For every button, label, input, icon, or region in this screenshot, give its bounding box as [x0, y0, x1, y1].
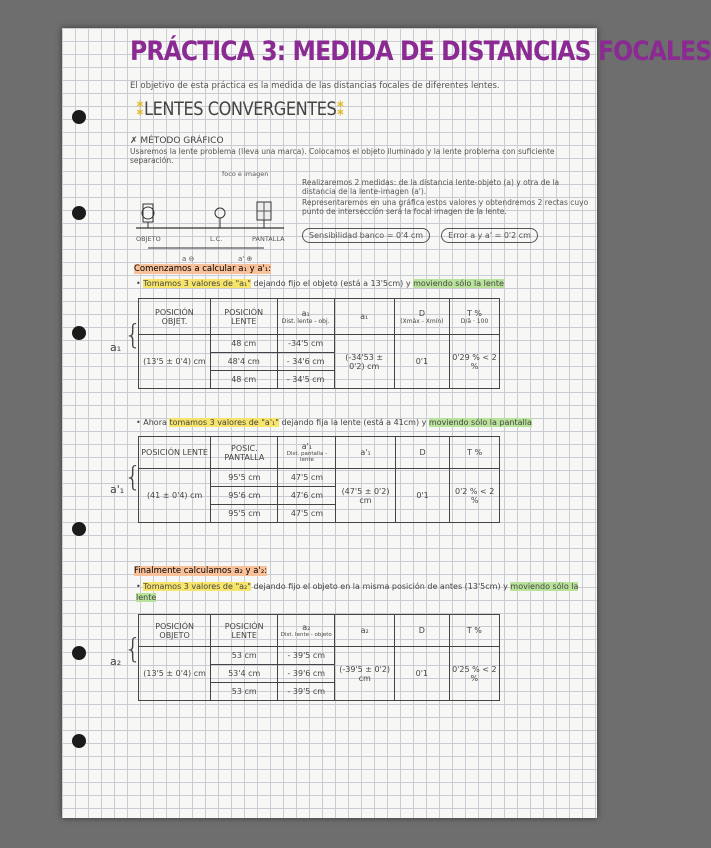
table-cell: POSICIÓN LENTE [211, 615, 278, 647]
table-cell: 0'25 % < 2 % [449, 647, 499, 701]
text-segment: moviendo sólo la lente [413, 279, 504, 288]
table-cell: POSICIÓN OBJETO [139, 615, 211, 647]
table-row [139, 647, 500, 665]
table2-label: a'₁ [110, 483, 125, 496]
text-segment: (Xmáx - Xmín) [400, 317, 444, 325]
text-segment: Tomamos 3 valores de "a₂" [143, 582, 251, 591]
table-cell: 47'6 cm [278, 487, 336, 505]
text-segment: dejando fijo el objeto en la misma posición de antes (13'5cm) y [250, 582, 511, 591]
diagram-top-label: foco e imagen [222, 170, 269, 178]
table-cell: (13'5 ± 0'4) cm [139, 335, 211, 389]
punch-hole [72, 646, 86, 660]
object-label: OBJETO [136, 235, 161, 243]
table-cell: POSICIÓN LENTE [139, 437, 211, 469]
punch-hole [72, 326, 86, 340]
brace: { [124, 318, 142, 351]
section-title-text: LENTES CONVERGENTES [144, 98, 337, 120]
table-row [139, 469, 500, 487]
table-cell: 95'5 cm [211, 505, 278, 523]
table-cell: POSICIÓN LENTE [210, 299, 277, 335]
table-cell: (-34'53 ± 0'2) cm [334, 335, 394, 389]
table-cell: - 34'5 cm [277, 371, 334, 389]
text-segment: Dist. lente - objeto [280, 632, 332, 638]
star-icon: ⁑ [336, 98, 345, 120]
text-segment: moviendo sólo la lente [136, 582, 579, 602]
text-segment: moviendo sólo la pantalla [428, 418, 532, 427]
error-note: Error a y a' = 0'2 cm [441, 228, 538, 243]
lens-icon [215, 208, 225, 228]
table-cell: 0'2 % < 2 % [450, 469, 500, 523]
bullet-3 [136, 581, 596, 603]
text-segment: • [136, 582, 144, 591]
method-text: Usaremos la lente problema (lleva una marca). Colocamos el objeto iluminado y la lente problema con suficiente separación. [130, 147, 555, 165]
object-icon [142, 204, 154, 228]
notebook-page [62, 28, 711, 818]
a-prime-label: a' ⊕ [238, 255, 253, 263]
page-title: PRÁCTICA 3: MEDIDA DE DISTANCIAS FOCALES [130, 36, 711, 67]
table-cell: POSIC. PANTALLA [211, 437, 278, 469]
table-cell: T % [450, 437, 500, 469]
table-cell: POSICIÓN OBJET. [139, 299, 211, 335]
table3-label: a₂ [110, 655, 122, 668]
screen-icon [257, 202, 271, 228]
table-cell: (47'5 ± 0'2) cm [336, 469, 395, 523]
lens-label: L.C. [210, 235, 223, 243]
table-cell: a₂ [335, 615, 395, 647]
punch-hole [72, 734, 86, 748]
table-cell: T % [449, 615, 499, 647]
calc-heading-1 [134, 264, 271, 274]
table-1 [138, 298, 500, 389]
sensitivity-note: Sensibilidad banco = 0'4 cm [302, 228, 430, 243]
table-cell: 47'5 cm [278, 505, 336, 523]
table-cell: 0'1 [394, 335, 449, 389]
method-heading: ✗ MÉTODO GRÁFICO [130, 136, 224, 146]
table-cell [450, 299, 500, 335]
table-3 [138, 614, 500, 701]
punch-hole [72, 522, 86, 536]
text-segment: tomamos 3 valores de "a'₁" [169, 418, 279, 427]
table-cell: -34'5 cm [277, 335, 334, 353]
text-segment: dejando fija la lente (está a 41cm) y [278, 418, 429, 427]
table-cell: 0'1 [395, 647, 450, 701]
table-cell: 48'4 cm [210, 353, 277, 371]
table-cell [278, 615, 335, 647]
text-segment: Dist. pantalla - lente [286, 451, 328, 463]
table-cell: 0'1 [395, 469, 450, 523]
table-cell: 95'5 cm [211, 469, 278, 487]
table1-label: a₁ [110, 341, 122, 354]
screen-label: PANTALLA [252, 235, 285, 243]
text-segment: D [418, 308, 425, 318]
text-segment: D/ā · 100 [460, 317, 489, 325]
table-cell: D [395, 615, 450, 647]
a-label: a ⊖ [182, 255, 195, 263]
table-cell: - 39'5 cm [278, 647, 335, 665]
table-cell: (13'5 ± 0'4) cm [139, 647, 211, 701]
text-segment: Tomamos 3 valores de "a₁" [143, 279, 251, 288]
table-row [139, 335, 500, 353]
text-segment: T % [467, 308, 483, 318]
text-segment: a'₁ [301, 442, 313, 451]
calc-heading-1-text: Comenzamos a calcular a₁ y a'₁: [134, 264, 272, 274]
table-cell: 95'6 cm [211, 487, 278, 505]
table-cell: - 34'6 cm [277, 353, 334, 371]
right-text-1: Realizaremos 2 medidas: de la distancia lente-objeto (a) y otra de la distancia de la lente-imagen (a'). [302, 178, 560, 196]
text-segment: • Ahora [136, 418, 170, 427]
optical-bench-diagram [134, 166, 294, 266]
table-cell: - 39'6 cm [278, 665, 335, 683]
intro-text: El objetivo de esta práctica es la medida de las distancias focales de diferentes lentes. [130, 81, 500, 91]
brace: { [124, 460, 142, 493]
star-icon: ⁑ [136, 98, 145, 120]
table-cell: 48 cm [210, 335, 277, 353]
punch-hole [72, 110, 86, 124]
table-cell: 47'5 cm [278, 469, 336, 487]
table-cell: D [395, 437, 450, 469]
bullet-2 [136, 418, 532, 427]
text-segment: • [136, 279, 144, 288]
calc-heading-2 [134, 566, 267, 576]
table-cell [278, 437, 336, 469]
brace: { [124, 632, 142, 665]
table-cell [394, 299, 449, 335]
table-cell: a'₁ [336, 437, 395, 469]
table-cell: (41 ± 0'4) cm [139, 469, 211, 523]
table-cell: 53'4 cm [211, 665, 278, 683]
text-segment: Finalmente calculamos a₂ y a'₂: [134, 566, 268, 576]
table-cell: (-39'5 ± 0'2) cm [335, 647, 395, 701]
punch-hole [72, 206, 86, 220]
section-title [136, 98, 344, 120]
sensitivity-row [302, 223, 538, 242]
table-cell [277, 299, 334, 335]
bullet-1 [136, 279, 504, 288]
text-segment: Dist. lente - obj. [281, 317, 330, 325]
text-segment: dejando fijo el objeto (está a 13'5cm) y [250, 279, 414, 288]
text-segment: a₂ [302, 623, 311, 632]
table-cell: 53 cm [211, 683, 278, 701]
table-cell: 53 cm [211, 647, 278, 665]
table-2 [138, 436, 500, 523]
table-cell: 48 cm [210, 371, 277, 389]
table-cell: a₁ [334, 299, 394, 335]
right-text-2: Representaremos en una gráfica estos valores y obtendremos 2 rectas cuyo punto de intersección será la focal imagen de la lente. [302, 198, 589, 216]
text-segment: a₁ [301, 308, 310, 318]
table-cell: - 39'5 cm [278, 683, 335, 701]
table-cell: 0'29 % < 2 % [450, 335, 500, 389]
